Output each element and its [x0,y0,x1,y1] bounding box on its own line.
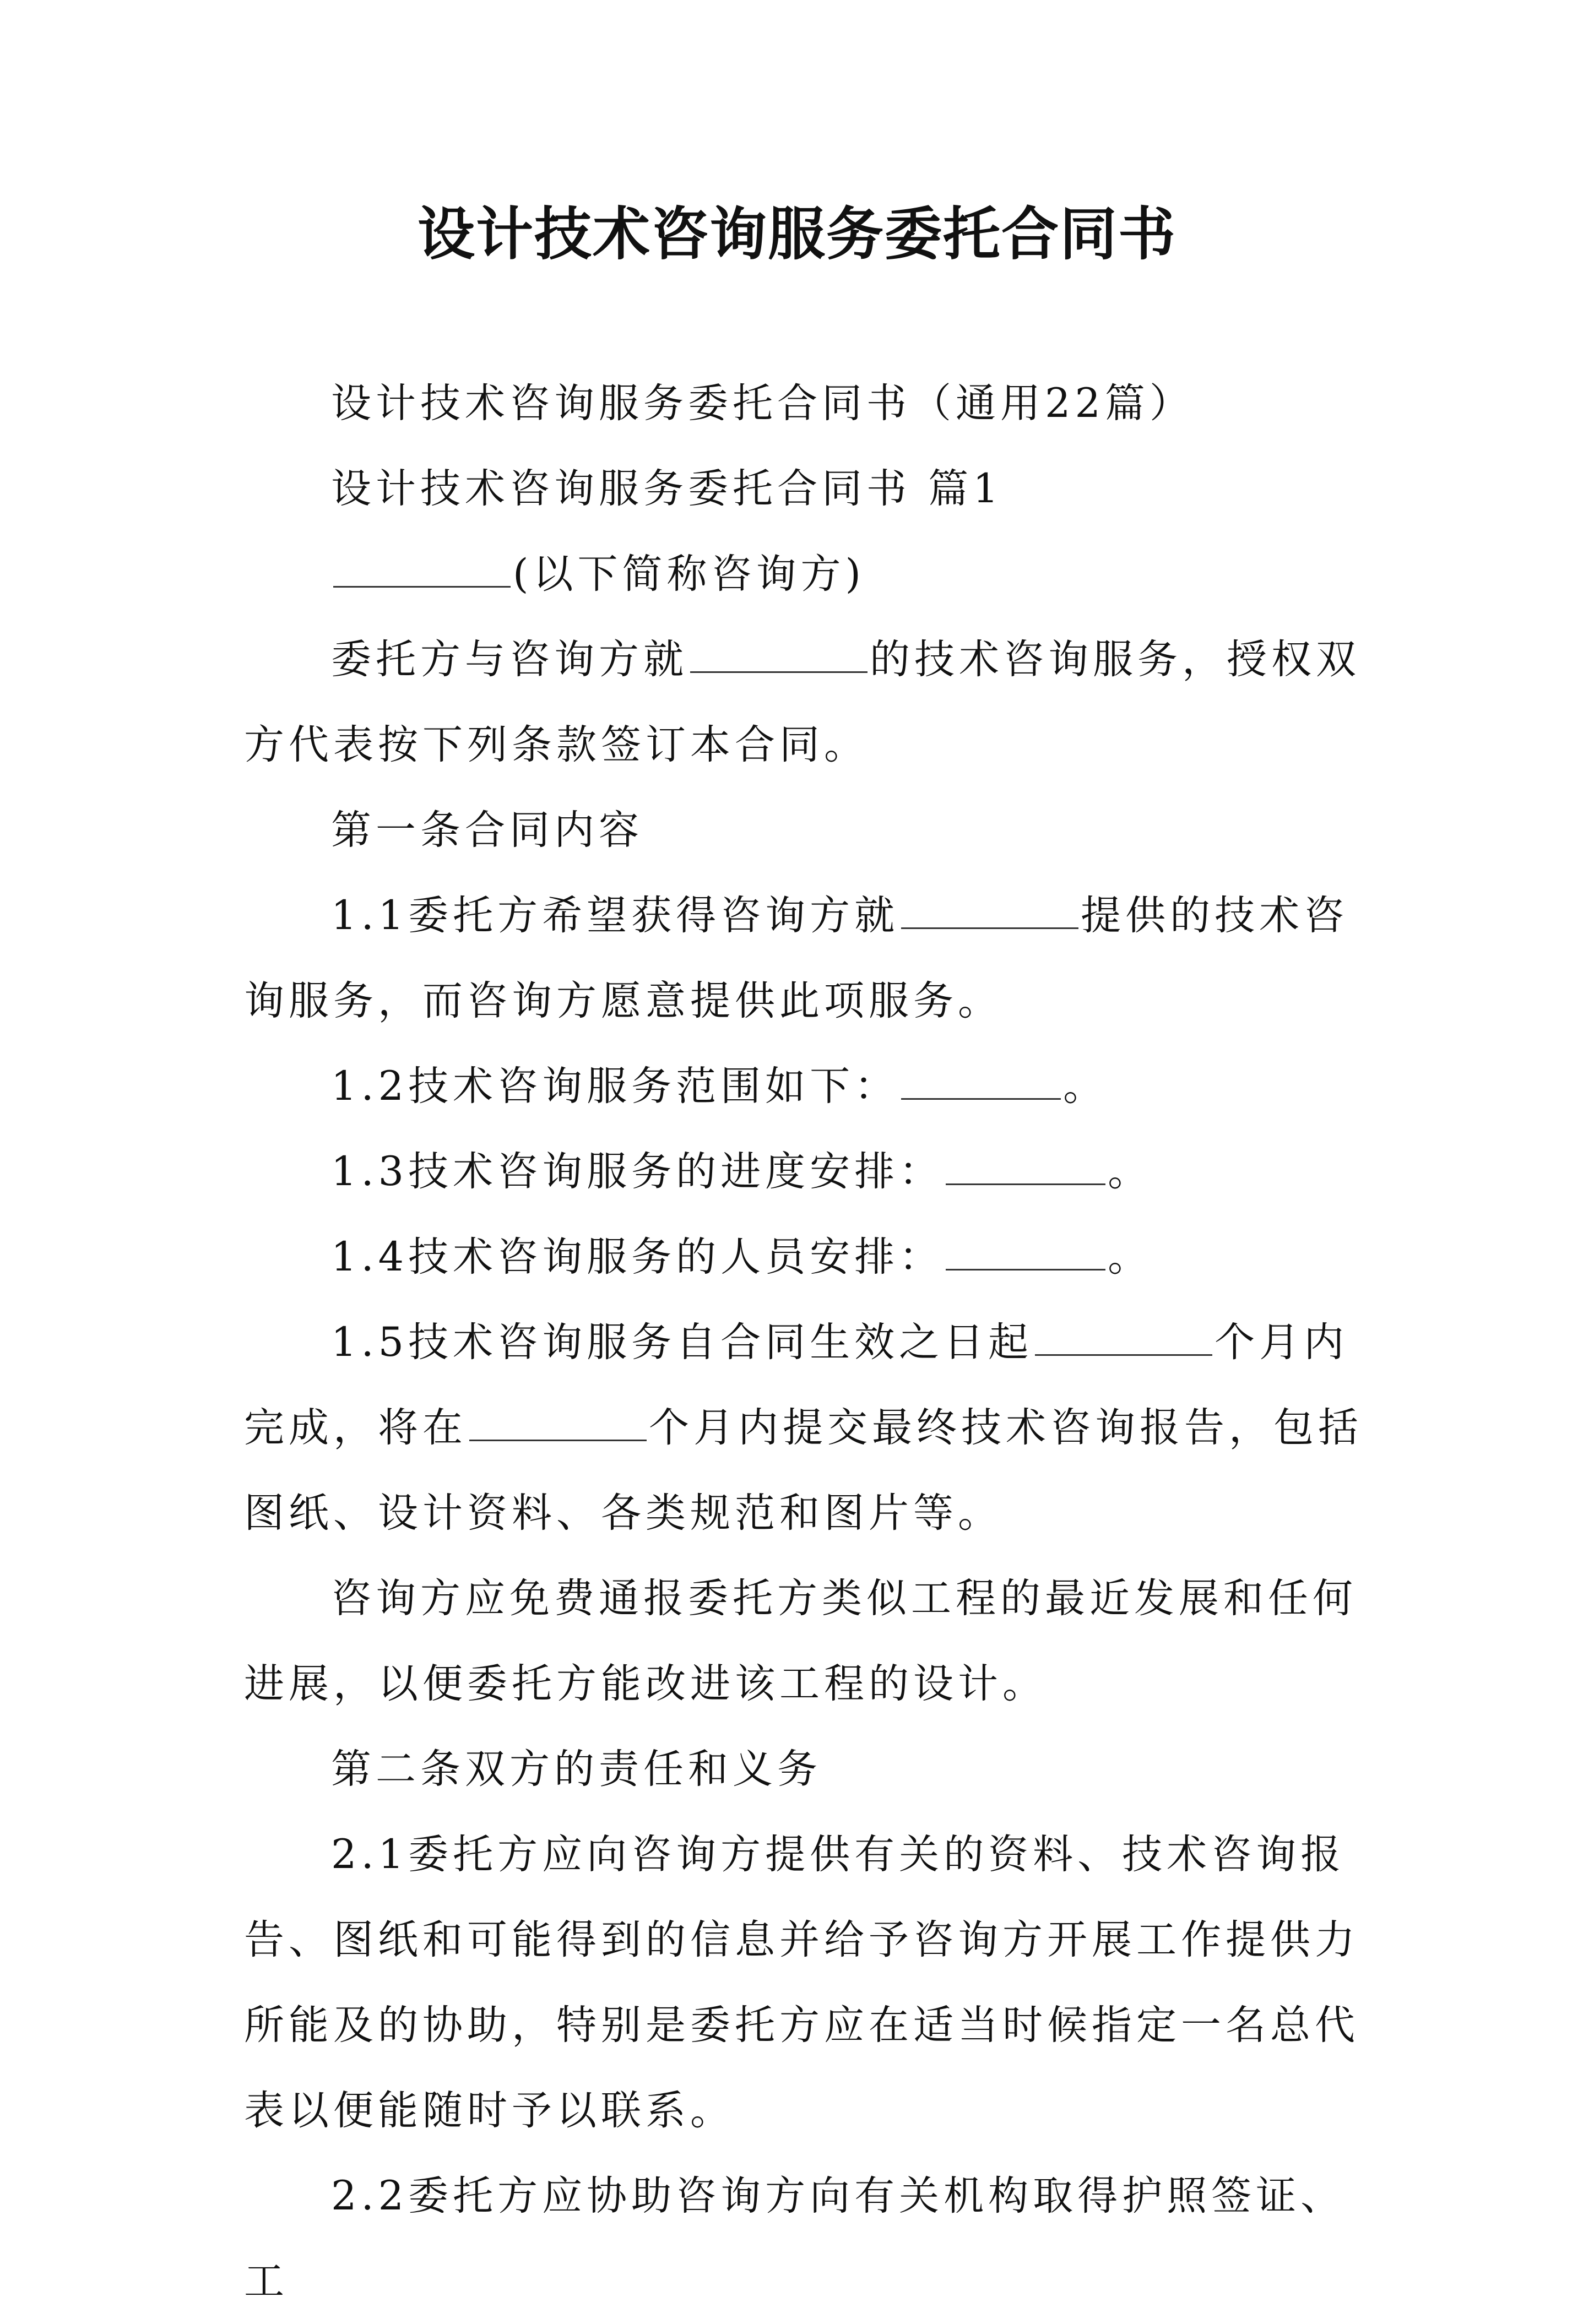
paragraph-text: 1.3技术咨询服务的进度安排： [331,1148,944,1195]
article-heading-2: 第二条双方的责任和义务 [331,1746,822,1793]
paragraph-text: 。 [1108,1234,1153,1280]
paragraph-intro [244,617,1368,788]
paragraph-text: 委托方与咨询方就 [331,636,688,683]
paragraph-text: 。 [1108,1148,1153,1195]
paragraph-text: 个月内提交最终技术咨询报告，包括图纸、设计资料、各类规范和图片等。 [244,1404,1363,1536]
document-body [244,361,1368,2324]
blank-line [1035,1321,1212,1356]
paragraph-chapter-heading: 设计技术咨询服务委托合同书 篇1 [331,465,1003,512]
clause-2-1: 2.1委托方应向咨询方提供有关的资料、技术咨询报告、图纸和可能得到的信息并给予咨询方开展工作提供力所能及的协助，特别是委托方应在适当时候指定一名总代表以便能随时予以联系。 [244,1831,1359,2134]
blank-line [946,1236,1105,1270]
document-title: 设计技术咨询服务委托合同书 [417,200,1176,268]
clause-1-5 [244,1300,1368,1556]
paragraph-text: 1.2技术咨询服务范围如下： [331,1063,899,1110]
clause-1-2 [244,1044,1368,1129]
paragraph-consultant-definition [244,531,1368,617]
clause-2-2: 2.2委托方应协助咨询方向有关机构取得护照签证、工 [244,2173,1346,2305]
paragraph-text: 1.1委托方希望获得咨询方就 [331,892,899,939]
blank-line [901,894,1078,929]
blank-line [901,1065,1061,1100]
paragraph-text: 个月内完成，将在 [244,1319,1349,1451]
paragraph-text: 1.4技术咨询服务的人员安排： [331,1234,944,1280]
clause-1-3 [244,1129,1368,1214]
blank-line [946,1150,1105,1185]
paragraph-text: 提供的技术咨询服务，而咨询方愿意提供此项服务。 [244,892,1349,1024]
paragraph-text: 的技术咨询服务，授权双方代表按下列条款签订本合同。 [244,636,1360,768]
blank-line [333,553,511,588]
blank-line [469,1407,647,1441]
paragraph-text: (以下简称咨询方) [513,551,865,598]
clause-1-4 [244,1214,1368,1300]
paragraph-text: 。 [1063,1063,1108,1110]
article-heading-1: 第一条合同内容 [331,807,643,854]
paragraph-text: 1.5技术咨询服务自合同生效之日起 [331,1319,1033,1366]
paragraph-subtitle: 设计技术咨询服务委托合同书（通用22篇） [331,380,1194,427]
blank-line [690,638,868,673]
paragraph-notification: 咨询方应免费通报委托方类似工程的最近发展和任何进展，以便委托方能改进该工程的设计。 [244,1575,1357,1707]
clause-1-1 [244,873,1368,1044]
